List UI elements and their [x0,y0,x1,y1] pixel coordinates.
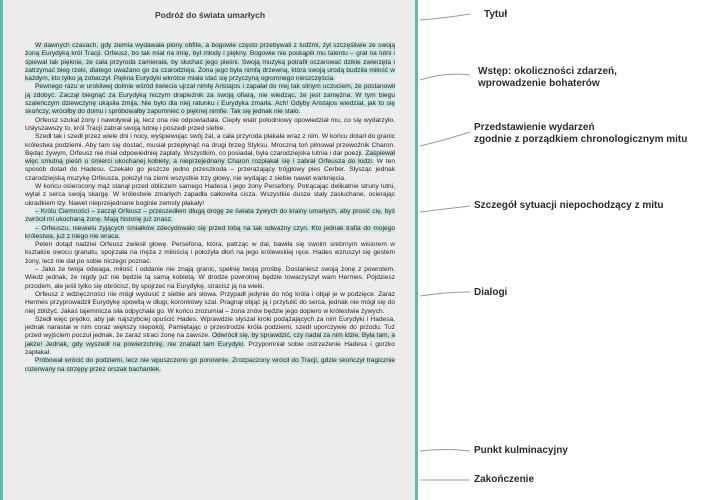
paragraph [25,83,395,116]
paragraph-text: Szedł tak i szedł przez wiele dni i nocy, wyśpiewując swój żal, a cała przyroda płakała wraz z nim. W końcu dotarł do granic królestwa podziemi. Aby tam się dostać, musiał przepłynąć na drugi brzeg Styksu. Mroczną toń pilnował przewoźnik Charon. Będąc żywym, Orfeusz nie miał odpowiedniej zapłaty. Wszystkim, co posiadał, była czarodziejska lutnia i dar poezji. [25,133,395,157]
paragraph-text: Orfeusz z wdzięczności nie mógł wydusić z siebie ani słowa. Przypadł jedynie do nóg króla i objął je w podzięce. Zaraz Hermes przyprowadził Eurydykę spowitą w długi, koronkowy szal. Pragnął objąć ją i przytulić do serca, jednak nie mógł się do niej zbliżyć. Jakaś tajemnicza siła odpychała go. W końcu zrozumiał – żona znów będzie jego dopiero w królestwie żywych. [25,290,395,315]
highlighted-text: Odwrócił się, by sprawdzić, czy nadal za nim idzie. Była tam, a jakże! Jednak, gdy wyszedł na powierzchnię, nie znalazł tam Eurydyki. [25,332,396,348]
annotation-ending: Zakończenie [474,474,535,485]
highlighted-text: – Królu Ciemności – zaczął Orfeusz – przeszedłem długą drogę ze świata żywych do krainy umarłych, aby prosić cię, byś zwrócił mi ukochaną żonę. Mają historię już znasz. [25,207,395,224]
annotation-climax: Punkt kulminacyjny [474,445,568,456]
annotation-detail: Szczegół sytuacji niepochodzący z mitu [474,200,664,211]
paragraph [25,117,395,134]
paragraph [25,266,395,291]
paragraph [25,241,395,266]
paragraph-text: Orfeusz szukał żony i nawoływał ją, lecz ona nie odpowiadała. Ciepły wiatr południowy opowiedział mu, co się wydarzyło. Usłyszawszy to, król Tracji zabrał swoją lutnię i poszedł przed siebie. [25,116,395,132]
annotation-intro: Wstęp: okoliczności zdarzeń, wprowadzenie bohaterów [478,66,617,89]
document-title: Podróż do świata umarłych [154,10,266,20]
arrow-events [420,132,470,146]
paragraph [25,133,395,183]
paragraph [25,208,395,225]
paragraph-text: – Jako że twoja odwaga, miłość i oddanie nie znają granic, spełnię twoją prośbę. Dostaniesz swoją żonę z powrotem. Wiedz jednak, że nigdy już nie będzie tą samą kobietą. W drodze powrotnej będzie towarzyszył wam Hermes. Pójdziesz przodem, ale jeśli tylko się obrócisz, by spojrzeć na Eurydykę, stracisz ją na wieki. [25,266,395,290]
paragraph [25,291,395,316]
arrow-detail [420,206,470,212]
arrow-intro [420,74,470,80]
paragraph-text: W ten sposób dotarł do Hadesu. Czekało go jeszcze jedno przeszkoda – przerażający trójgłowy pies Cerber. Słysząc jednak czarodziejską muzykę Orfeusza, położył na ziemi wszystkie trzy głowy, nie wydając z siebie nawet warknięcia. [25,158,395,182]
highlighted-text: Próbował wrócić do podziemi, lecz nie wpuszczono go ponownie. Zrozpaczony wrócił do Tracji, gdzie skończył tragicznie rozerwany na strzępy przez orszak bachantek. [25,357,395,373]
paragraph [25,225,395,242]
highlighted-text: W dawnych czasach, gdy ziemia wydawała plony obfite, a bogowie często przebywali z ludźmi, żył szczęśliwie ze swoją żoną Eurydyką król Tracji. Orfeusz, bo tak miał na imię, był młody i piękny. Bogowie nie poskąpili mu talentu – grał na lutni i śpiewał tak pięknie, że cała przyroda zamierała, by słuchać jego pieśni. Swoją muzyką potrafił oczarować dzikie zwierzęta i zatrzymać bieg rzeki, dlatego uważano go za czarodzieja. Żona jego była nimfą drzewną, która swoją urodą budziła miłość w każdym, kto tylko ją zobaczył. Piękna Eurydyki wkrótce miała stać się przyczyną ogromnego nieszczęścia. [25,42,395,83]
paragraph [25,316,395,357]
arrow-dialog [420,292,470,296]
annotation-dialogs: Dialogi [474,287,508,298]
paragraph-text: Przypomniał sobie ostrzeżenie Hadesa i gorzko zapłakał. [25,340,395,356]
arrow-climax [420,450,470,452]
paragraph-text: Szedł więc prędko, aby jak najszybciej opuścić Hades. Wprawdzie słyszał kroki podążających za nim Eurydyki i Hadesa, jednak narastał w nim coraz większy niepokój. Pamiętając o przestrodze króla podziemi, szedł uporczywie do przodu. Tuż przed wyjściem poczuł jednak, że zaraz straci żonę na zawsze. [25,315,395,340]
annotation-events: Przedstawienie wydarzeń zgodnie z porządkiem chronologicznym mitu [474,122,688,145]
paragraph-text: W końcu osierocony mąż stanął przed obliczem samego Hadesa i jego żony Persefony. Potrącając delikatnie struny lutni, wylał z serca swoją skargę. W królestwie zmarłych zapadła całkowita cisza. Wszystkie dusze stały zasłuchane, ocierając ukradkiem łzy. Nawet nieprzejednane boginie zemsty płakały! [25,183,395,207]
highlighted-text: – Orfeuszu, niewielu żyjących śmiałków zdecydowało się przed tobą na tak odważny czyn. Kto jednak trafia do mojego królestwa, już z niego nie wraca. [25,224,395,240]
paragraph [25,42,395,83]
paragraph-text: Peten dotąd nadziei Orfeusz zwiesił głowę. Persefona, która, patrząc w dal, bawiła się swoim srebrnym wisiorem w kształcie owocu granatu, spojrzała na męża z miłością i położyła dłoń na jego królewskiej ręce. Hades wzruszył się gestem żony, lecz nie dał po sobie niczego poznać. [25,241,395,265]
document-body [25,42,395,374]
paragraph [25,357,395,374]
annotation-title: Tytuł [484,9,508,20]
arrow-title [420,14,470,20]
highlighted-text: Zaśpiewał więc smutną pieśń o śmierci ukochanej kobiety, a nieprzejednany Charon rozpłakał się i zabrał Orfeusza do łodzi. [25,149,395,166]
highlighted-text: Pewnego razu w urokliwej dolinie wśród kwiecia ujrzał nimfę Aristajos i zapałał do niej tak silnym uczuciem, że postanowił ją zdobyć. Zaczął biegnąć za Eurydyką niczym drapieżnik za swoją ofiarą, nie wiedząc, że jest zamężna. W tym biegu szaleńczym dziewczynę ukąsiła żmija. Nie było dla niej ratunku i Eurydyka zmarła. Ach! Gdyby Aristajos wiedział, jak to się skończy, wróciłby do domu i spróbowałby zapomnieć o pięknej nimfie. Tak się jednak nie stało. [25,83,395,116]
paragraph [25,183,395,208]
